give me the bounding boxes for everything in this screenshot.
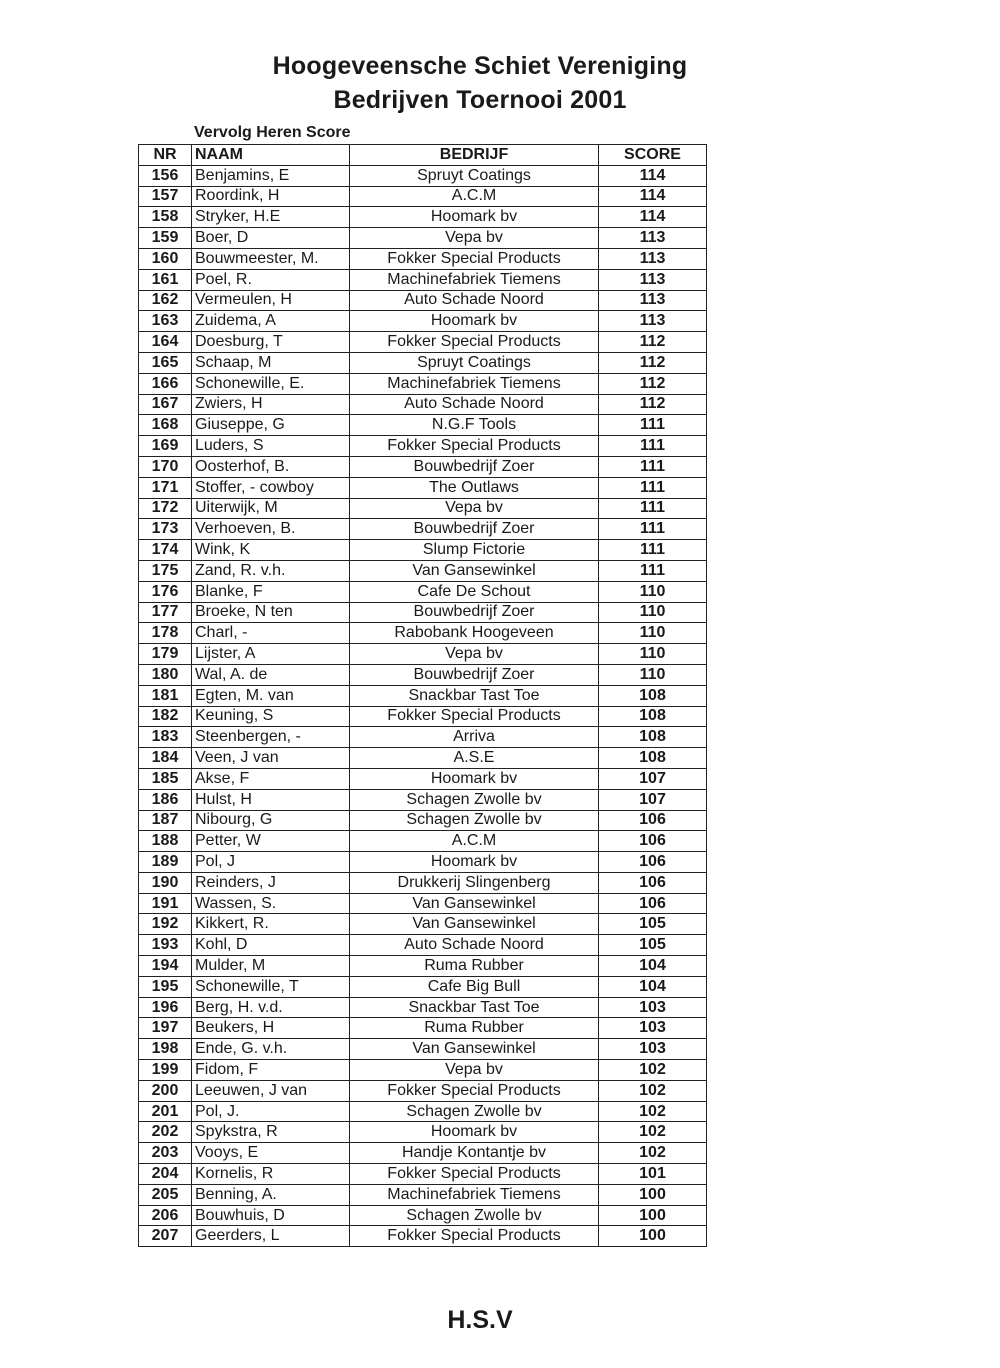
cell-score: 110	[599, 581, 707, 602]
cell-score: 102	[599, 1122, 707, 1143]
cell-naam: Doesburg, T	[192, 332, 350, 353]
cell-bedrijf: Ruma Rubber	[350, 1018, 599, 1039]
table-row	[139, 1101, 707, 1122]
table-row	[139, 436, 707, 457]
table-row	[139, 1184, 707, 1205]
cell-nr: 191	[139, 893, 192, 914]
cell-score: 114	[599, 207, 707, 228]
table-row	[139, 706, 707, 727]
cell-score: 108	[599, 727, 707, 748]
cell-nr: 195	[139, 976, 192, 997]
table-row	[139, 228, 707, 249]
cell-bedrijf: Arriva	[350, 727, 599, 748]
cell-nr: 157	[139, 186, 192, 207]
cell-bedrijf: Bouwbedrijf Zoer	[350, 664, 599, 685]
cell-nr: 170	[139, 456, 192, 477]
cell-bedrijf: Snackbar Tast Toe	[350, 997, 599, 1018]
cell-score: 101	[599, 1164, 707, 1185]
document-title: Hoogeveensche Schiet Vereniging	[272, 52, 688, 80]
cell-naam: Nibourg, G	[192, 810, 350, 831]
cell-naam: Egten, M. van	[192, 685, 350, 706]
table-row	[139, 644, 707, 665]
table-row	[139, 165, 707, 186]
table-row	[139, 519, 707, 540]
cell-score: 112	[599, 352, 707, 373]
cell-naam: Verhoeven, B.	[192, 519, 350, 540]
cell-score: 111	[599, 415, 707, 436]
cell-score: 102	[599, 1143, 707, 1164]
table-row	[139, 623, 707, 644]
cell-bedrijf: Cafe De Schout	[350, 581, 599, 602]
cell-score: 111	[599, 456, 707, 477]
cell-bedrijf: A.C.M	[350, 186, 599, 207]
cell-nr: 159	[139, 228, 192, 249]
cell-naam: Kornelis, R	[192, 1164, 350, 1185]
cell-naam: Blanke, F	[192, 581, 350, 602]
cell-score: 110	[599, 602, 707, 623]
table-row	[139, 1205, 707, 1226]
cell-nr: 196	[139, 997, 192, 1018]
cell-bedrijf: Van Gansewinkel	[350, 914, 599, 935]
cell-nr: 172	[139, 498, 192, 519]
cell-naam: Poel, R.	[192, 269, 350, 290]
cell-naam: Bouwhuis, D	[192, 1205, 350, 1226]
cell-nr: 194	[139, 956, 192, 977]
cell-naam: Kikkert, R.	[192, 914, 350, 935]
cell-bedrijf: Hoomark bv	[350, 311, 599, 332]
cell-nr: 161	[139, 269, 192, 290]
cell-nr: 168	[139, 415, 192, 436]
cell-bedrijf: Cafe Big Bull	[350, 976, 599, 997]
cell-bedrijf: Vepa bv	[350, 644, 599, 665]
table-row	[139, 1018, 707, 1039]
cell-score: 106	[599, 852, 707, 873]
cell-nr: 203	[139, 1143, 192, 1164]
cell-bedrijf: Schagen Zwolle bv	[350, 1205, 599, 1226]
cell-naam: Veen, J van	[192, 748, 350, 769]
cell-naam: Akse, F	[192, 768, 350, 789]
cell-naam: Berg, H. v.d.	[192, 997, 350, 1018]
cell-bedrijf: Schagen Zwolle bv	[350, 810, 599, 831]
cell-nr: 166	[139, 373, 192, 394]
cell-nr: 199	[139, 1060, 192, 1081]
cell-score: 113	[599, 311, 707, 332]
cell-nr: 192	[139, 914, 192, 935]
cell-score: 106	[599, 872, 707, 893]
cell-nr: 201	[139, 1101, 192, 1122]
cell-nr: 205	[139, 1184, 192, 1205]
cell-naam: Giuseppe, G	[192, 415, 350, 436]
cell-bedrijf: N.G.F Tools	[350, 415, 599, 436]
cell-nr: 207	[139, 1226, 192, 1247]
header-nr: NR	[139, 145, 192, 166]
table-row	[139, 893, 707, 914]
cell-naam: Pol, J.	[192, 1101, 350, 1122]
cell-score: 102	[599, 1080, 707, 1101]
table-row	[139, 269, 707, 290]
cell-bedrijf: Bouwbedrijf Zoer	[350, 602, 599, 623]
cell-naam: Broeke, N ten	[192, 602, 350, 623]
cell-naam: Wal, A. de	[192, 664, 350, 685]
table-row	[139, 1164, 707, 1185]
cell-nr: 198	[139, 1039, 192, 1060]
cell-bedrijf: Spruyt Coatings	[350, 352, 599, 373]
cell-naam: Kohl, D	[192, 935, 350, 956]
cell-score: 104	[599, 956, 707, 977]
cell-naam: Vermeulen, H	[192, 290, 350, 311]
cell-score: 111	[599, 519, 707, 540]
cell-naam: Luders, S	[192, 436, 350, 457]
table-row	[139, 997, 707, 1018]
cell-score: 111	[599, 560, 707, 581]
cell-naam: Leeuwen, J van	[192, 1080, 350, 1101]
cell-naam: Ende, G. v.h.	[192, 1039, 350, 1060]
table-row	[139, 976, 707, 997]
cell-naam: Stoffer, - cowboy	[192, 477, 350, 498]
cell-score: 102	[599, 1101, 707, 1122]
document-subtitle: Bedrijven Toernooi 2001	[333, 86, 627, 114]
cell-naam: Steenbergen, -	[192, 727, 350, 748]
score-table	[138, 144, 707, 1247]
cell-score: 111	[599, 477, 707, 498]
cell-bedrijf: The Outlaws	[350, 477, 599, 498]
cell-nr: 202	[139, 1122, 192, 1143]
table-row	[139, 1080, 707, 1101]
cell-nr: 165	[139, 352, 192, 373]
cell-score: 106	[599, 893, 707, 914]
cell-bedrijf: Fokker Special Products	[350, 248, 599, 269]
cell-bedrijf: Fokker Special Products	[350, 332, 599, 353]
cell-bedrijf: Spruyt Coatings	[350, 165, 599, 186]
cell-nr: 177	[139, 602, 192, 623]
cell-score: 113	[599, 228, 707, 249]
cell-naam: Fidom, F	[192, 1060, 350, 1081]
cell-score: 103	[599, 1018, 707, 1039]
cell-naam: Zwiers, H	[192, 394, 350, 415]
cell-bedrijf: Hoomark bv	[350, 207, 599, 228]
cell-nr: 179	[139, 644, 192, 665]
cell-nr: 181	[139, 685, 192, 706]
cell-nr: 178	[139, 623, 192, 644]
cell-score: 111	[599, 498, 707, 519]
cell-bedrijf: Van Gansewinkel	[350, 1039, 599, 1060]
cell-bedrijf: Auto Schade Noord	[350, 935, 599, 956]
cell-score: 111	[599, 540, 707, 561]
cell-naam: Stryker, H.E	[192, 207, 350, 228]
footer-text: H.S.V	[447, 1306, 513, 1334]
table-row	[139, 186, 707, 207]
cell-score: 113	[599, 290, 707, 311]
cell-bedrijf: Bouwbedrijf Zoer	[350, 519, 599, 540]
cell-nr: 163	[139, 311, 192, 332]
cell-naam: Petter, W	[192, 831, 350, 852]
table-row	[139, 685, 707, 706]
cell-nr: 164	[139, 332, 192, 353]
cell-nr: 193	[139, 935, 192, 956]
cell-bedrijf: Fokker Special Products	[350, 436, 599, 457]
cell-score: 112	[599, 332, 707, 353]
cell-score: 113	[599, 269, 707, 290]
cell-nr: 156	[139, 165, 192, 186]
cell-score: 105	[599, 935, 707, 956]
cell-bedrijf: Vepa bv	[350, 228, 599, 249]
cell-naam: Charl, -	[192, 623, 350, 644]
cell-naam: Schonewille, T	[192, 976, 350, 997]
table-row	[139, 540, 707, 561]
cell-nr: 204	[139, 1164, 192, 1185]
cell-nr: 176	[139, 581, 192, 602]
cell-naam: Geerders, L	[192, 1226, 350, 1247]
cell-nr: 160	[139, 248, 192, 269]
cell-score: 103	[599, 1039, 707, 1060]
table-row	[139, 727, 707, 748]
cell-naam: Zuidema, A	[192, 311, 350, 332]
cell-score: 113	[599, 248, 707, 269]
cell-bedrijf: Hoomark bv	[350, 768, 599, 789]
table-row	[139, 1122, 707, 1143]
cell-nr: 183	[139, 727, 192, 748]
cell-naam: Uiterwijk, M	[192, 498, 350, 519]
cell-score: 106	[599, 810, 707, 831]
cell-naam: Reinders, J	[192, 872, 350, 893]
cell-bedrijf: Handje Kontantje bv	[350, 1143, 599, 1164]
cell-score: 100	[599, 1226, 707, 1247]
cell-naam: Beukers, H	[192, 1018, 350, 1039]
cell-naam: Wink, K	[192, 540, 350, 561]
cell-score: 108	[599, 748, 707, 769]
table-header-row	[139, 145, 707, 166]
cell-naam: Bouwmeester, M.	[192, 248, 350, 269]
table-row	[139, 560, 707, 581]
table-body	[139, 165, 707, 1246]
cell-score: 108	[599, 706, 707, 727]
table-row	[139, 290, 707, 311]
cell-bedrijf: Schagen Zwolle bv	[350, 1101, 599, 1122]
cell-score: 100	[599, 1184, 707, 1205]
table-row	[139, 1060, 707, 1081]
cell-bedrijf: Schagen Zwolle bv	[350, 789, 599, 810]
cell-bedrijf: Fokker Special Products	[350, 1080, 599, 1101]
table-row	[139, 789, 707, 810]
header-score: SCORE	[599, 145, 707, 166]
cell-bedrijf: Fokker Special Products	[350, 1164, 599, 1185]
cell-bedrijf: Ruma Rubber	[350, 956, 599, 977]
table-row	[139, 1226, 707, 1247]
cell-naam: Roordink, H	[192, 186, 350, 207]
cell-naam: Keuning, S	[192, 706, 350, 727]
cell-naam: Pol, J	[192, 852, 350, 873]
cell-nr: 185	[139, 768, 192, 789]
cell-nr: 187	[139, 810, 192, 831]
table-row	[139, 748, 707, 769]
cell-naam: Wassen, S.	[192, 893, 350, 914]
table-row	[139, 1143, 707, 1164]
cell-score: 104	[599, 976, 707, 997]
cell-score: 110	[599, 664, 707, 685]
cell-nr: 169	[139, 436, 192, 457]
cell-score: 107	[599, 789, 707, 810]
cell-bedrijf: A.C.M	[350, 831, 599, 852]
table-row	[139, 831, 707, 852]
table-row	[139, 207, 707, 228]
table-row	[139, 935, 707, 956]
table-row	[139, 872, 707, 893]
cell-naam: Lijster, A	[192, 644, 350, 665]
table-row	[139, 352, 707, 373]
cell-naam: Mulder, M	[192, 956, 350, 977]
cell-naam: Benning, A.	[192, 1184, 350, 1205]
cell-score: 102	[599, 1060, 707, 1081]
cell-nr: 184	[139, 748, 192, 769]
cell-score: 100	[599, 1205, 707, 1226]
cell-naam: Schaap, M	[192, 352, 350, 373]
table-row	[139, 373, 707, 394]
cell-nr: 173	[139, 519, 192, 540]
cell-naam: Oosterhof, B.	[192, 456, 350, 477]
cell-score: 103	[599, 997, 707, 1018]
cell-score: 112	[599, 394, 707, 415]
cell-bedrijf: Vepa bv	[350, 1060, 599, 1081]
cell-score: 111	[599, 436, 707, 457]
table-row	[139, 332, 707, 353]
table-row	[139, 477, 707, 498]
cell-score: 112	[599, 373, 707, 394]
cell-nr: 189	[139, 852, 192, 873]
cell-bedrijf: Van Gansewinkel	[350, 560, 599, 581]
cell-naam: Spykstra, R	[192, 1122, 350, 1143]
cell-naam: Zand, R. v.h.	[192, 560, 350, 581]
cell-naam: Vooys, E	[192, 1143, 350, 1164]
cell-score: 105	[599, 914, 707, 935]
cell-naam: Benjamins, E	[192, 165, 350, 186]
cell-bedrijf: Fokker Special Products	[350, 706, 599, 727]
cell-nr: 182	[139, 706, 192, 727]
table-row	[139, 581, 707, 602]
cell-nr: 200	[139, 1080, 192, 1101]
cell-nr: 197	[139, 1018, 192, 1039]
cell-score: 108	[599, 685, 707, 706]
cell-nr: 206	[139, 1205, 192, 1226]
cell-nr: 158	[139, 207, 192, 228]
cell-bedrijf: Machinefabriek Tiemens	[350, 1184, 599, 1205]
cell-bedrijf: A.S.E	[350, 748, 599, 769]
cell-bedrijf: Hoomark bv	[350, 1122, 599, 1143]
cell-bedrijf: Bouwbedrijf Zoer	[350, 456, 599, 477]
cell-nr: 190	[139, 872, 192, 893]
table-row	[139, 810, 707, 831]
cell-bedrijf: Drukkerij Slingenberg	[350, 872, 599, 893]
table-row	[139, 248, 707, 269]
cell-score: 114	[599, 165, 707, 186]
cell-bedrijf: Slump Fictorie	[350, 540, 599, 561]
cell-score: 110	[599, 644, 707, 665]
cell-naam: Hulst, H	[192, 789, 350, 810]
table-row	[139, 914, 707, 935]
table-row	[139, 768, 707, 789]
table-row	[139, 498, 707, 519]
cell-nr: 167	[139, 394, 192, 415]
section-heading: Vervolg Heren Score	[194, 124, 351, 141]
cell-bedrijf: Fokker Special Products	[350, 1226, 599, 1247]
cell-nr: 162	[139, 290, 192, 311]
cell-bedrijf: Van Gansewinkel	[350, 893, 599, 914]
table-row	[139, 311, 707, 332]
cell-score: 110	[599, 623, 707, 644]
table-row	[139, 1039, 707, 1060]
cell-nr: 171	[139, 477, 192, 498]
table-row	[139, 664, 707, 685]
cell-bedrijf: Hoomark bv	[350, 852, 599, 873]
table-row	[139, 602, 707, 623]
cell-bedrijf: Machinefabriek Tiemens	[350, 269, 599, 290]
cell-naam: Schonewille, E.	[192, 373, 350, 394]
table-row	[139, 415, 707, 436]
cell-score: 106	[599, 831, 707, 852]
cell-nr: 175	[139, 560, 192, 581]
cell-bedrijf: Auto Schade Noord	[350, 290, 599, 311]
cell-nr: 174	[139, 540, 192, 561]
header-naam: NAAM	[192, 145, 350, 166]
cell-score: 107	[599, 768, 707, 789]
header-bedrijf: BEDRIJF	[350, 145, 599, 166]
cell-naam: Boer, D	[192, 228, 350, 249]
table-row	[139, 394, 707, 415]
cell-bedrijf: Auto Schade Noord	[350, 394, 599, 415]
cell-nr: 186	[139, 789, 192, 810]
cell-bedrijf: Machinefabriek Tiemens	[350, 373, 599, 394]
table-row	[139, 956, 707, 977]
cell-nr: 180	[139, 664, 192, 685]
cell-nr: 188	[139, 831, 192, 852]
cell-bedrijf: Snackbar Tast Toe	[350, 685, 599, 706]
cell-bedrijf: Rabobank Hoogeveen	[350, 623, 599, 644]
table-row	[139, 852, 707, 873]
cell-bedrijf: Vepa bv	[350, 498, 599, 519]
cell-score: 114	[599, 186, 707, 207]
table-row	[139, 456, 707, 477]
